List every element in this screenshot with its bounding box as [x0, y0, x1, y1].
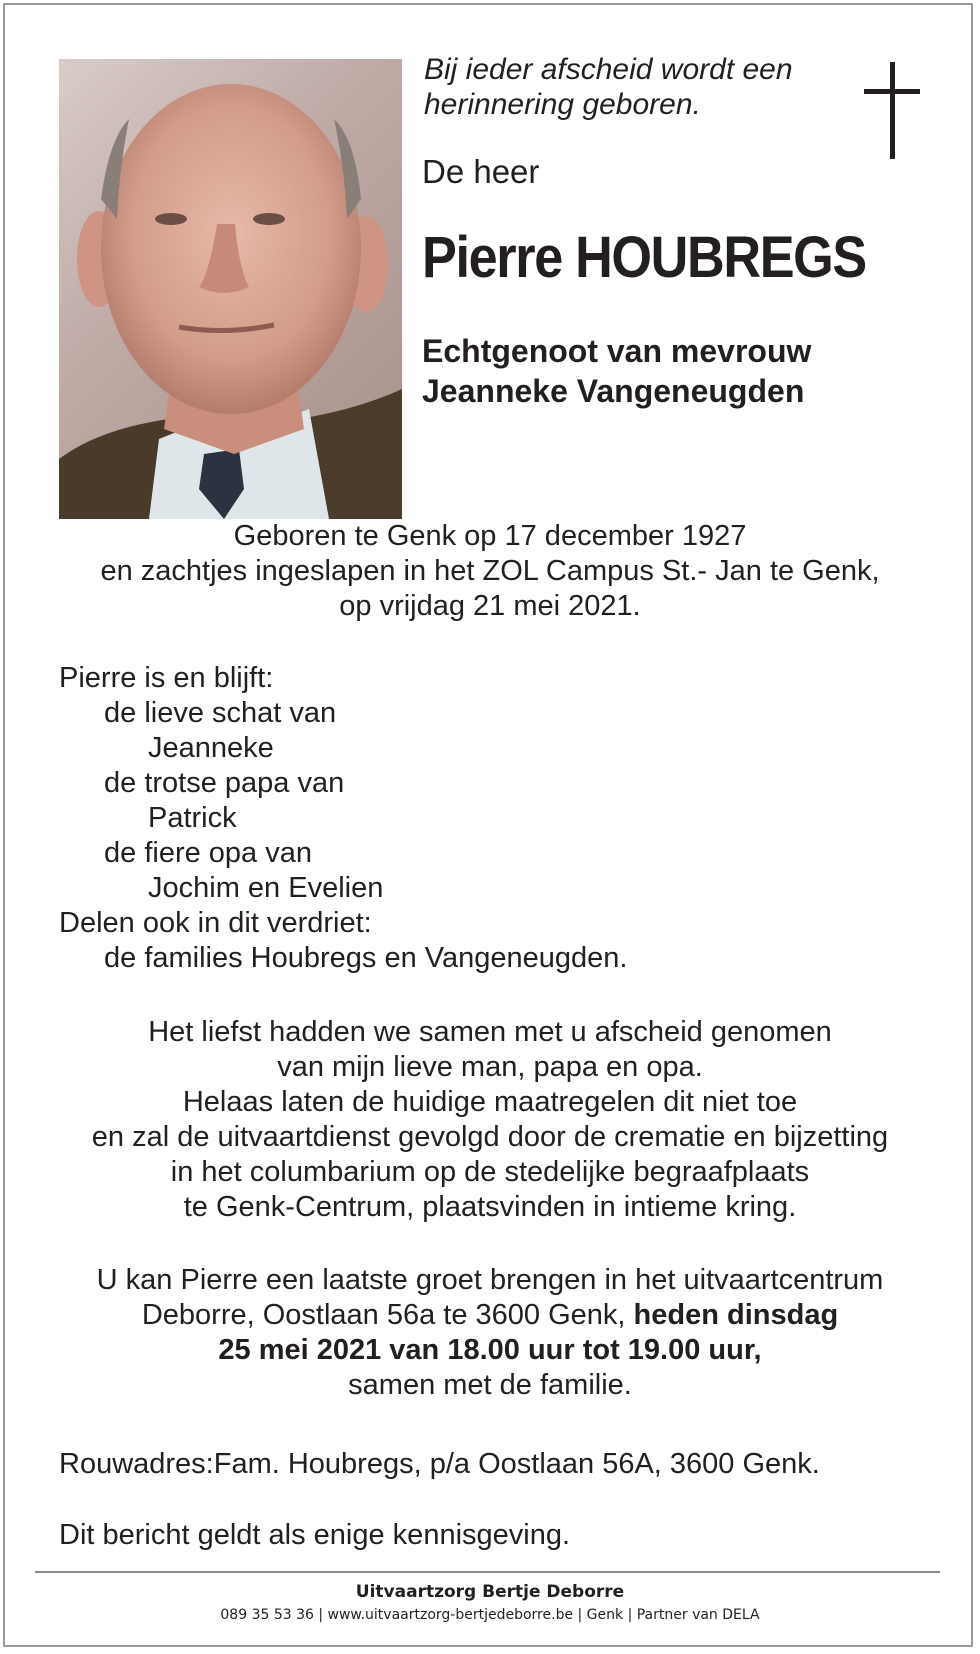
- visitation-info: [40, 1263, 940, 1403]
- ceremony-line: Helaas laten de huidige maatregelen dit niet toe: [182, 1086, 798, 1118]
- visit-line: [40, 1298, 940, 1333]
- ceremony-text: [40, 1015, 940, 1225]
- mourning-address: Rouwadres:Fam. Houbregs, p/a Oostlaan 56A, 3600 Genk.: [59, 1448, 820, 1480]
- ceremony-line: te Genk-Centrum, plaatsvinden in intieme kring.: [183, 1191, 797, 1223]
- family-intro: Pierre is en blijft:: [59, 662, 274, 694]
- visit-time: 25 mei 2021 van 18.00 uur tot 19.00 uur,: [218, 1334, 762, 1366]
- spouse-line: Jeanneke Vangeneugden: [422, 373, 805, 409]
- spouse-info: [422, 331, 811, 411]
- family-member: Jeanneke: [148, 732, 274, 764]
- memorial-quote: [424, 52, 793, 122]
- death-line: en zachtjes ingeslapen in het ZOL Campus St.- Jan te Genk,: [100, 555, 880, 587]
- share-intro: Delen ook in dit verdriet:: [59, 907, 372, 939]
- footer-divider: [35, 1571, 940, 1573]
- quote-line: herinnering geboren.: [424, 88, 701, 121]
- funeral-home-name: Uitvaartzorg Bertje Deborre: [355, 1582, 625, 1602]
- birth-line: Geboren te Genk op 17 december 1927: [233, 520, 747, 552]
- ceremony-line: en zal de uitvaartdienst gevolgd door de crematie en bijzetting: [91, 1121, 889, 1153]
- spouse-line: Echtgenoot van mevrouw: [422, 333, 812, 369]
- quote-line: Bij ieder afscheid wordt een: [424, 53, 793, 86]
- notice-text: Dit bericht geldt als enige kennisgeving.: [59, 1519, 571, 1551]
- cross-icon: [864, 62, 920, 159]
- ceremony-line: van mijn lieve man, papa en opa.: [277, 1051, 703, 1083]
- family-relation: de fiere opa van: [104, 837, 312, 869]
- death-date-line: op vrijdag 21 mei 2021.: [339, 590, 641, 622]
- ceremony-line: in het columbarium op de stedelijke begraafplaats: [170, 1156, 810, 1188]
- family-list: [59, 661, 627, 976]
- share-families: de families Houbregs en Vangeneugden.: [104, 942, 628, 974]
- visit-location: Deborre, Oostlaan 56a te 3600 Genk,: [141, 1299, 634, 1331]
- birth-death-info: [40, 519, 940, 624]
- family-relation: de trotse papa van: [104, 767, 345, 799]
- visit-line: U kan Pierre een laatste groet brengen in het uitvaartcentrum: [96, 1264, 884, 1296]
- family-relation: de lieve schat van: [104, 697, 337, 729]
- funeral-home-contact: 089 35 53 36 | www.uitvaartzorg-bertjedeborre.be | Genk | Partner van DELA: [220, 1607, 760, 1623]
- visit-line: samen met de familie.: [348, 1369, 632, 1401]
- visit-day: heden dinsdag: [633, 1299, 839, 1331]
- family-member: Jochim en Evelien: [148, 872, 384, 904]
- family-member: Patrick: [148, 802, 237, 834]
- title-prefix: De heer: [422, 153, 540, 190]
- portrait-photo: [59, 59, 402, 519]
- ceremony-line: Het liefst hadden we samen met u afscheid genomen: [148, 1016, 832, 1048]
- deceased-name: Pierre HOUBREGS: [422, 225, 866, 290]
